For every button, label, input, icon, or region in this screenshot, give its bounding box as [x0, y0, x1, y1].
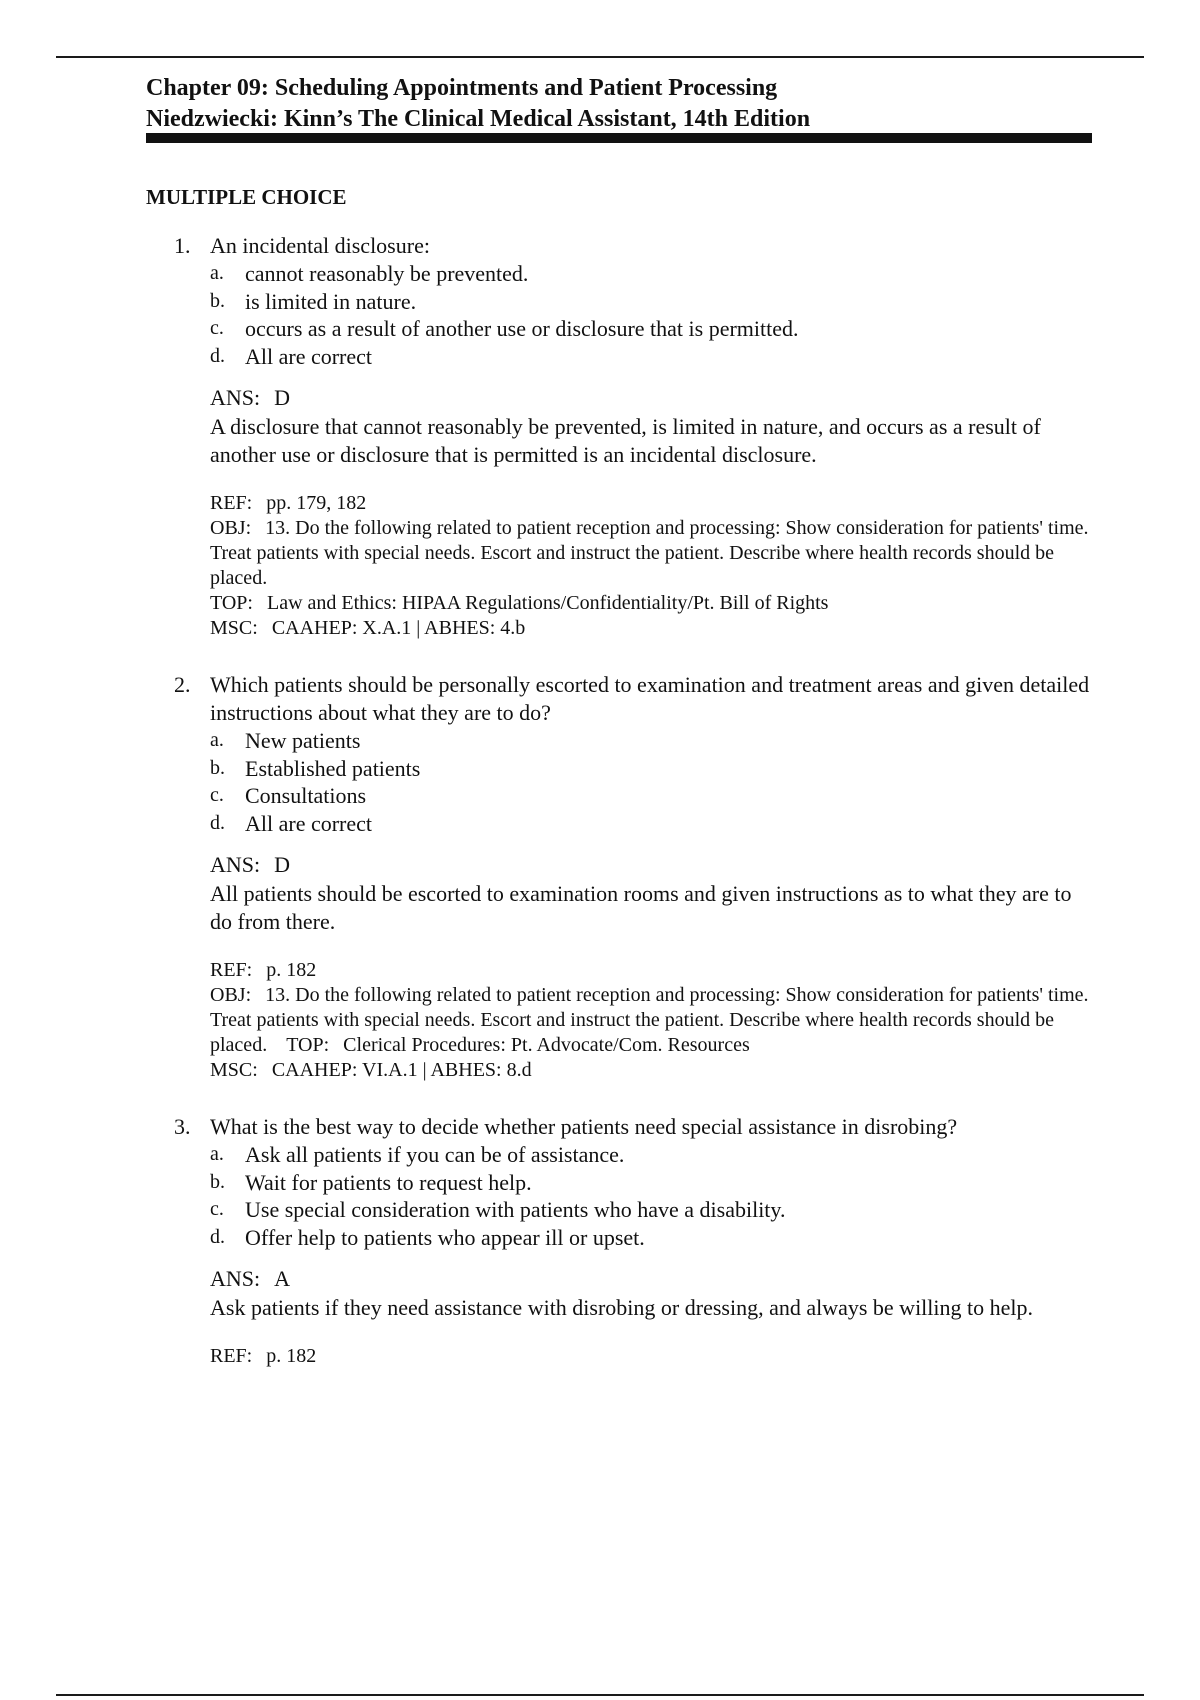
option-letter: b. [210, 289, 225, 312]
msc-line [210, 616, 1096, 641]
answer-value: D [274, 385, 291, 410]
question-number: 2. [174, 672, 191, 697]
question-3 [146, 1113, 1096, 1369]
option-letter: c. [210, 784, 224, 806]
option-c [146, 1196, 1096, 1224]
option-a [146, 727, 1096, 755]
option-d [146, 810, 1096, 838]
option-letter: c. [210, 1198, 224, 1220]
ref-line [210, 1344, 1096, 1369]
ref-label: REF: [210, 959, 253, 981]
option-letter: a. [210, 262, 224, 284]
ref-value: pp. 179, 182 [266, 492, 367, 514]
obj-label: OBJ: [210, 517, 252, 539]
ref-line [210, 491, 1096, 516]
option-c [146, 315, 1096, 343]
option-text: All are correct [245, 810, 373, 836]
question-list [146, 232, 1096, 1399]
answer-value: D [274, 852, 291, 877]
top-value: Clerical Procedures: Pt. Advocate/Com. Resources [343, 1034, 750, 1056]
question-stem [146, 1113, 1096, 1141]
question-stem [146, 671, 1096, 727]
ref-value: p. 182 [266, 959, 317, 981]
option-text: Offer help to patients who appear ill or upset. [245, 1224, 645, 1250]
answer-options [146, 260, 1096, 370]
msc-value: CAAHEP: VI.A.1 | ABHES: 8.d [271, 1059, 532, 1081]
rationale: Ask patients if they need assistance with disrobing or dressing, and always be willing to help. [210, 1295, 1034, 1320]
option-d [146, 1224, 1096, 1252]
option-text: Established patients [245, 755, 421, 781]
bottom-page-rule [56, 1694, 1144, 1696]
msc-label: MSC: [210, 617, 258, 639]
option-text: Ask all patients if you can be of assistance. [245, 1142, 625, 1167]
obj-label: OBJ: [210, 984, 252, 1006]
question-text: Which patients should be personally escorted to examination and treatment areas and given detailed instructions about what they are to do? [210, 672, 1090, 725]
obj-value: 13. Do the following related to patient reception and processing: Show consideration for patients' time. Treat patients with special needs. Escort and instruct the patient. Describe where health records should be placed. [210, 517, 1089, 589]
obj-value: 13. Do the following related to patient reception and processing: Show consideration for patients' time. Treat patients with special needs. Escort and instruct the patient. Describe where health records should be placed. [210, 984, 1089, 1056]
option-text: Use special consideration with patients who have a disability. [245, 1197, 786, 1222]
answer-options [146, 727, 1096, 837]
question-text: What is the best way to decide whether patients need special assistance in disrobing? [210, 1114, 958, 1139]
answer-value: A [274, 1266, 291, 1291]
answer-block [146, 851, 1096, 936]
option-letter: c. [210, 317, 224, 339]
rationale: All patients should be escorted to examination rooms and given instructions as to what they are to do from there. [210, 881, 1072, 934]
obj-line [210, 516, 1096, 591]
top-value: Law and Ethics: HIPAA Regulations/Confidentiality/Pt. Bill of Rights [266, 592, 829, 614]
option-a [146, 1141, 1096, 1169]
ref-value: p. 182 [266, 1345, 317, 1367]
top-page-rule [56, 56, 1144, 58]
option-letter: b. [210, 756, 225, 779]
question-number: 1. [174, 233, 191, 258]
question-stem [146, 232, 1096, 260]
option-text: Consultations [245, 783, 367, 808]
option-letter: d. [210, 344, 225, 367]
answer-block [146, 384, 1096, 469]
header-divider [146, 133, 1092, 143]
metadata-block [146, 958, 1096, 1083]
question-number: 3. [174, 1114, 191, 1139]
msc-line [210, 1058, 1096, 1083]
top-line [210, 591, 1096, 616]
option-letter: d. [210, 811, 225, 834]
top-label: TOP: [286, 1034, 330, 1056]
option-d [146, 343, 1096, 371]
document-header [146, 73, 810, 135]
obj-line [210, 983, 1096, 1058]
ans-label: ANS: [210, 852, 261, 877]
question-1 [146, 232, 1096, 641]
option-b [146, 755, 1096, 783]
top-label: TOP: [210, 592, 253, 614]
answer-options [146, 1141, 1096, 1251]
option-letter: a. [210, 729, 224, 751]
msc-label: MSC: [210, 1059, 258, 1081]
answer-block [146, 1265, 1096, 1322]
option-c [146, 782, 1096, 810]
ans-label: ANS: [210, 1266, 261, 1291]
option-letter: a. [210, 1143, 224, 1165]
question-text: An incidental disclosure: [210, 233, 430, 258]
option-text: occurs as a result of another use or disclosure that is permitted. [245, 316, 799, 341]
msc-value: CAAHEP: X.A.1 | ABHES: 4.b [271, 617, 526, 639]
metadata-block [146, 491, 1096, 641]
metadata-block [146, 1344, 1096, 1369]
option-text: All are correct [245, 343, 373, 369]
section-title: MULTIPLE CHOICE [146, 185, 347, 209]
ans-label: ANS: [210, 385, 261, 410]
answer-line [210, 384, 1096, 412]
answer-line [210, 1265, 1096, 1293]
option-text: New patients [245, 728, 361, 753]
option-text: cannot reasonably be prevented. [245, 261, 529, 286]
option-b [146, 1169, 1096, 1197]
option-letter: d. [210, 1225, 225, 1248]
question-2 [146, 671, 1096, 1083]
option-a [146, 260, 1096, 288]
option-letter: b. [210, 1170, 225, 1193]
ref-line [210, 958, 1096, 983]
ref-label: REF: [210, 1345, 253, 1367]
option-text: Wait for patients to request help. [245, 1169, 532, 1195]
option-text: is limited in nature. [245, 288, 417, 314]
book-title: Niedzwiecki: Kinn’s The Clinical Medical Assistant, 14th Edition [146, 106, 811, 132]
answer-line [210, 851, 1096, 879]
rationale: A disclosure that cannot reasonably be prevented, is limited in nature, and occurs as a result of another use or disclosure that is permitted is an incidental disclosure. [210, 414, 1041, 467]
ref-label: REF: [210, 492, 253, 514]
chapter-title: Chapter 09: Scheduling Appointments and Patient Processing [146, 75, 778, 101]
option-b [146, 288, 1096, 316]
